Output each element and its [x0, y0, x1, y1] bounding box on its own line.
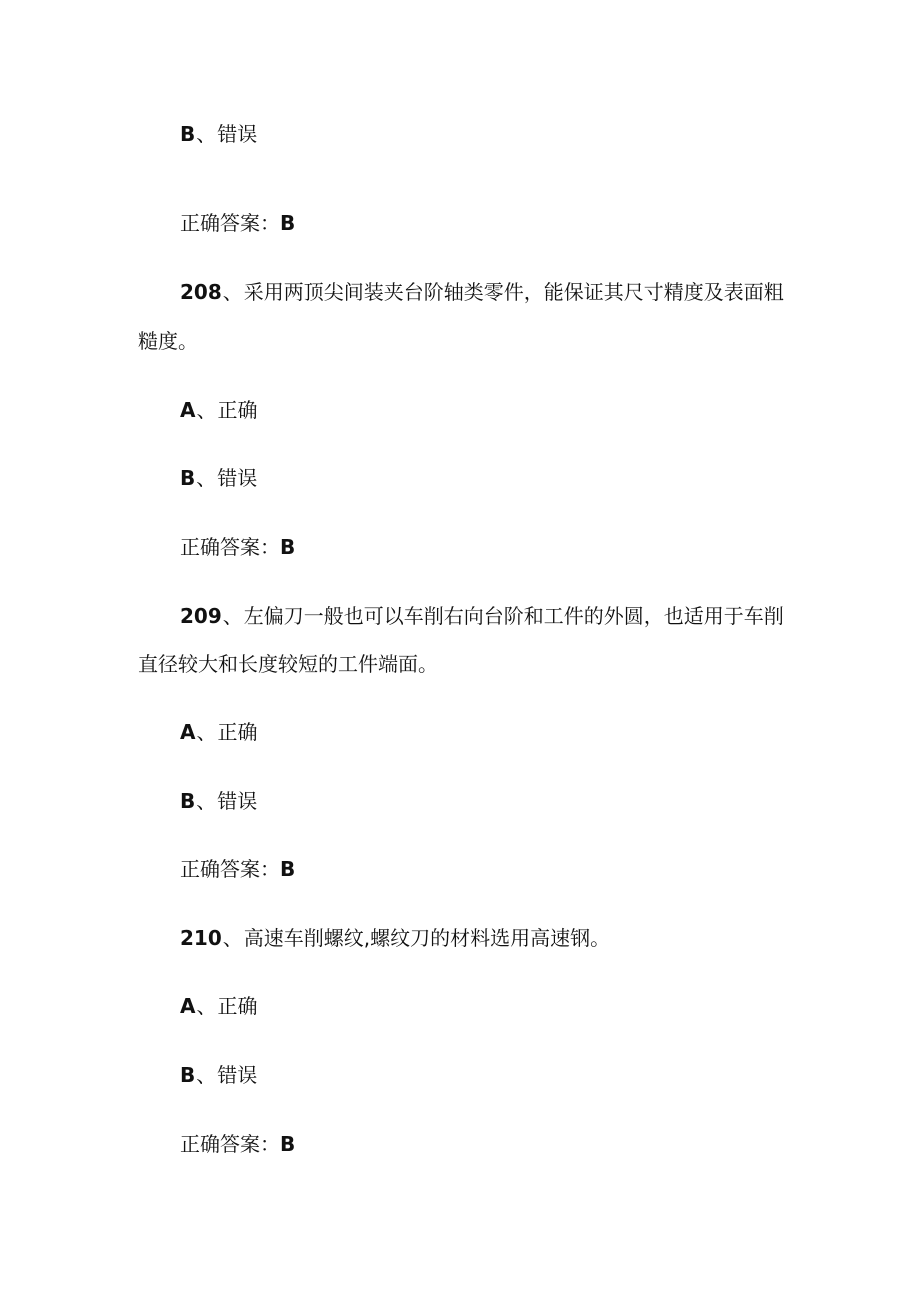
option-separator: 、	[196, 1063, 217, 1087]
answer-label: 正确答案：	[180, 535, 280, 559]
option-letter: B	[180, 789, 196, 813]
question-text: 高速车削螺纹,螺纹刀的材料选用高速钢。	[243, 926, 611, 950]
question-separator: 、	[222, 280, 243, 304]
option-separator: 、	[196, 466, 217, 490]
answer-value: B	[280, 535, 296, 559]
q210-option-a	[180, 994, 257, 1018]
q207-option-b	[180, 122, 257, 146]
option-text: 错误	[217, 789, 258, 813]
q209-option-b	[180, 789, 257, 813]
question-separator: 、	[222, 926, 243, 950]
option-text: 错误	[217, 1063, 258, 1087]
q208-answer	[180, 535, 295, 559]
option-text: 正确	[217, 398, 258, 422]
answer-label: 正确答案：	[180, 211, 280, 235]
answer-value: B	[280, 211, 296, 235]
option-letter: B	[180, 1063, 196, 1087]
question-separator: 、	[222, 604, 243, 628]
q208-option-b	[180, 466, 257, 490]
q209-answer	[180, 857, 295, 881]
option-text: 正确	[217, 720, 258, 744]
option-separator: 、	[196, 720, 217, 744]
q209-stem-line1	[180, 604, 784, 628]
option-letter: A	[180, 720, 196, 744]
q207-answer	[180, 211, 295, 235]
answer-value: B	[280, 857, 296, 881]
question-text: 采用两顶尖间装夹台阶轴类零件，能保证其尺寸精度及表面粗	[243, 280, 784, 304]
option-letter: A	[180, 398, 196, 422]
question-text: 左偏刀一般也可以车削右向台阶和工件的外圆，也适用于车削	[243, 604, 784, 628]
option-separator: 、	[196, 994, 217, 1018]
q208-stem-line1	[180, 280, 784, 304]
question-number: 208	[180, 280, 222, 304]
q209-option-a	[180, 720, 257, 744]
q210-answer	[180, 1132, 295, 1156]
q208-stem-line2: 糙度。	[138, 329, 198, 353]
question-number: 210	[180, 926, 222, 950]
q210-option-b	[180, 1063, 257, 1087]
option-letter: B	[180, 122, 196, 146]
q209-stem-line2: 直径较大和长度较短的工件端面。	[138, 652, 438, 676]
option-text: 正确	[217, 994, 258, 1018]
option-separator: 、	[196, 398, 217, 422]
option-separator: 、	[196, 789, 217, 813]
option-letter: A	[180, 994, 196, 1018]
answer-label: 正确答案：	[180, 857, 280, 881]
answer-label: 正确答案：	[180, 1132, 280, 1156]
option-text: 错误	[217, 122, 258, 146]
option-separator: 、	[196, 122, 217, 146]
answer-value: B	[280, 1132, 296, 1156]
q210-stem-line1	[180, 926, 610, 950]
question-number: 209	[180, 604, 222, 628]
option-text: 错误	[217, 466, 258, 490]
q208-option-a	[180, 398, 257, 422]
option-letter: B	[180, 466, 196, 490]
